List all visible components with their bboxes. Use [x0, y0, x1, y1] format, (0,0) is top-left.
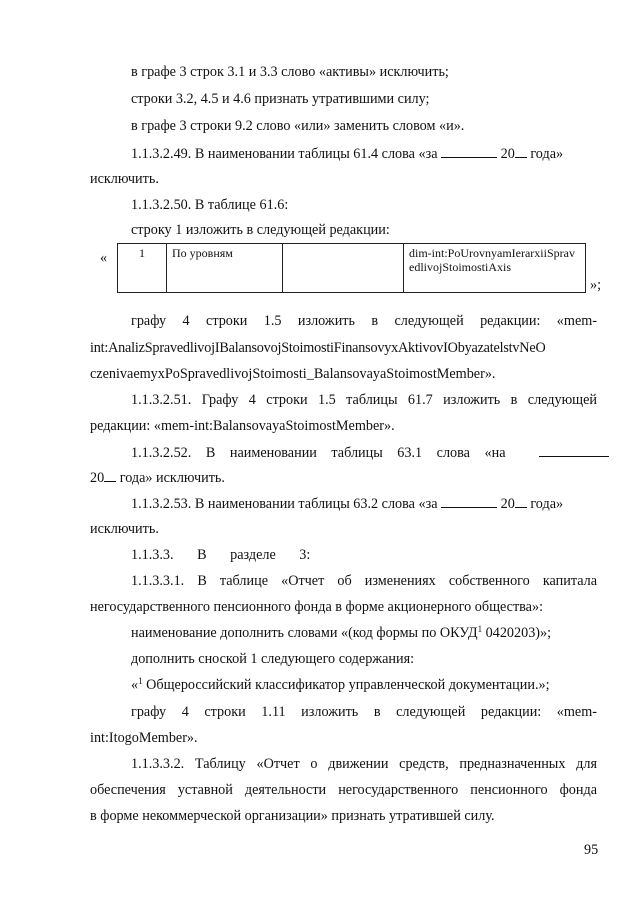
text-fragment: « — [131, 677, 139, 693]
table-cell: dim-int:PoUrovnyamIerarxiiSpravedlivojStoimostiAxis — [404, 244, 586, 293]
text-line: редакции: «mem-int:BalansovayaStoimostMember». — [90, 418, 395, 434]
paragraph-1-1-3-2-50: 1.1.3.2.50. В таблице 61.6: — [131, 197, 289, 213]
table-row — [118, 244, 586, 293]
text-fragment: 0420203)»; — [482, 625, 552, 641]
paragraph-1-1-3-2-49 — [131, 146, 597, 161]
text-line: int:AnalizSpravedlivojIBalansovojStoimostiFinansovyxAktivovIObyazatelstvNeO — [90, 340, 546, 356]
text-line: в графе 3 строки 9.2 слово «или» заменить словом «и». — [131, 118, 465, 134]
table-cell — [283, 244, 404, 293]
paragraph-1-1-3-2-51: 1.1.3.2.51. Графу 4 строки 1.5 таблицы 61.7 изложить в следующей — [131, 393, 597, 408]
text-fragment: года» — [530, 496, 564, 512]
blank-line — [104, 470, 116, 482]
text-line: int:ItogoMember». — [90, 730, 198, 746]
text-line: строку 1 изложить в следующей редакции: — [131, 222, 390, 238]
blank-line — [441, 496, 497, 508]
text-fragment: 20 — [500, 496, 515, 512]
text-line: исключить. — [90, 521, 159, 537]
blank-line — [515, 496, 527, 508]
table-cell: 1 — [118, 244, 167, 293]
text-fragment: 1.1.3.2.49. В наименовании таблицы 61.4 слова «за — [131, 146, 438, 162]
text-line: в форме некоммерческой организации» признать утратившей силу. — [90, 808, 495, 824]
text-fragment: 20 — [90, 470, 105, 486]
text-line: строки 3.2, 4.5 и 4.6 признать утратившими силу; — [131, 91, 430, 107]
table-quote-open: « — [100, 250, 108, 266]
page-number: 95 — [584, 842, 599, 858]
text-line: дополнить сноской 1 следующего содержания: — [131, 651, 415, 667]
text-fragment: года» исключить. — [119, 470, 225, 486]
text-line: графу 4 строки 1.5 изложить в следующей редакции: «mem- — [131, 314, 597, 329]
text-fragment: 1.1.3.2.53. В наименовании таблицы 63.2 слова «за — [131, 496, 438, 512]
paragraph-1-1-3-2-52 — [131, 445, 597, 460]
text-line: czenivaemyxPoSpravedlivojStoimosti_BalansovayaStoimostMember». — [90, 366, 496, 382]
footnote-marker: 1 — [138, 676, 143, 686]
blank-line — [441, 146, 497, 158]
table-cell: По уровням — [167, 244, 283, 293]
text-line: обеспечения уставной деятельности негосударственного пенсионного фонда — [90, 783, 597, 798]
text-line: в графе 3 строк 3.1 и 3.3 слово «активы» исключить; — [131, 64, 449, 80]
blank-line — [539, 445, 609, 457]
text-line: графу 4 строки 1.11 изложить в следующей редакции: «mem- — [131, 705, 597, 720]
footnote-marker: 1 — [477, 624, 483, 634]
text-fragment: 1.1.3.2.52. В наименовании таблицы 63.1 слова «на — [131, 445, 506, 461]
paragraph-1-1-3-3-2: 1.1.3.3.2. Таблицу «Отчет о движении средств, предназначенных для — [131, 757, 597, 772]
blank-line — [515, 146, 527, 158]
text-line — [131, 678, 597, 692]
text-fragment: наименование дополнить словами «(код формы по ОКУД — [131, 625, 478, 641]
text-fragment: года» — [530, 146, 564, 162]
text-fragment: Общероссийский классификатор управленческой документации.»; — [142, 677, 550, 693]
text-line — [131, 626, 597, 640]
paragraph-1-1-3-2-53 — [131, 496, 597, 511]
text-line — [90, 470, 597, 485]
amendment-table — [117, 243, 586, 293]
paragraph-1-1-3-3: 1.1.3.3. В разделе 3: — [131, 547, 311, 563]
text-line: негосударственного пенсионного фонда в форме акционерного общества»: — [90, 599, 544, 615]
table-quote-close: »; — [590, 277, 602, 293]
text-line: исключить. — [90, 171, 159, 187]
paragraph-1-1-3-3-1: 1.1.3.3.1. В таблице «Отчет об изменениях собственного капитала — [131, 574, 597, 589]
text-fragment: 20 — [500, 146, 515, 162]
